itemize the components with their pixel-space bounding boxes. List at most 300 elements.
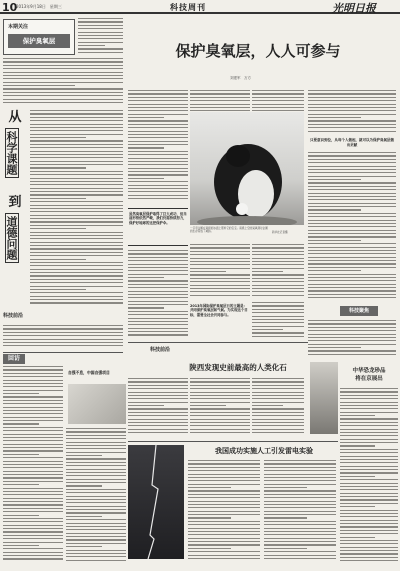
greeked-text-line — [252, 104, 304, 105]
greeked-text-line — [128, 137, 188, 138]
greeked-text-line — [190, 247, 250, 248]
greeked-text-line — [340, 469, 398, 470]
greeked-text-line — [128, 429, 188, 430]
greeked-text-line — [3, 325, 123, 326]
greeked-text-line — [3, 345, 123, 346]
focus-box-label: 本期关注 — [8, 24, 29, 30]
greeked-text-line — [128, 250, 188, 251]
greeked-text-line — [128, 114, 188, 115]
greeked-text-line — [66, 445, 126, 446]
mid-photo-title: 自强不息，中国自强项目 — [68, 370, 110, 375]
greeked-text-line — [188, 490, 260, 491]
greeked-text-line — [252, 392, 304, 393]
greeked-text-line — [3, 376, 63, 377]
greeked-text-line — [188, 521, 260, 522]
greeked-text-line — [30, 289, 86, 290]
greeked-text-line — [128, 90, 188, 91]
greeked-text-line — [264, 555, 336, 556]
greeked-text-line — [3, 434, 63, 435]
greeked-text-line — [66, 560, 126, 561]
greeked-text-line — [128, 432, 188, 433]
greeked-text-line — [66, 539, 126, 540]
greeked-text-line — [252, 295, 304, 296]
greeked-text-line — [340, 513, 398, 514]
greeked-text-line — [128, 164, 188, 165]
greeked-text-line — [252, 405, 283, 406]
greeked-text-line — [252, 412, 304, 413]
greeked-text-line — [340, 483, 398, 484]
greeked-text-line — [308, 354, 396, 355]
greeked-text-line — [252, 274, 304, 275]
greeked-text-line — [308, 169, 396, 170]
greeked-text-line — [188, 517, 231, 518]
greeked-text-line — [3, 342, 123, 343]
greeked-text-line — [188, 524, 260, 525]
greeked-text-line — [264, 507, 336, 508]
greeked-text-line — [3, 58, 123, 59]
greeked-text-line — [308, 155, 396, 156]
greeked-text-line — [3, 78, 123, 79]
side-news-photo — [310, 362, 338, 434]
greeked-text-line — [340, 530, 398, 531]
greeked-text-line — [3, 471, 63, 472]
greeked-text-line — [190, 291, 250, 292]
greeked-text-line — [128, 385, 188, 386]
greeked-text-line — [66, 492, 126, 493]
greeked-text-line — [188, 467, 260, 468]
greeked-text-line — [340, 479, 398, 480]
greeked-text-line — [66, 431, 126, 432]
greeked-text-line — [308, 327, 396, 328]
greeked-text-line — [128, 425, 188, 426]
greeked-text-line — [308, 340, 396, 341]
greeked-text-line — [340, 537, 375, 538]
greeked-text-line — [66, 496, 126, 497]
focus-box-topic: 保护臭氧层 — [8, 34, 70, 48]
greeked-text-line — [308, 247, 396, 248]
greeked-text-line — [66, 475, 126, 476]
greeked-text-line — [252, 332, 304, 333]
greeked-text-line — [3, 386, 63, 387]
greeked-text-line — [308, 230, 396, 231]
greeked-text-line — [252, 388, 304, 389]
greeked-text-line — [3, 525, 63, 526]
greeked-text-line — [340, 418, 398, 419]
greeked-text-line — [128, 294, 188, 295]
greeked-text-line — [308, 159, 396, 160]
greeked-text-line — [66, 509, 126, 510]
greeked-text-line — [78, 35, 123, 36]
greeked-text-line — [252, 398, 304, 399]
greeked-text-line — [66, 452, 126, 453]
greeked-text-line — [128, 405, 164, 406]
mid-quote-box — [190, 302, 250, 336]
greeked-text-line — [128, 324, 188, 325]
greeked-text-line — [78, 48, 123, 49]
greeked-text-line — [340, 462, 398, 463]
greeked-text-line — [308, 186, 396, 187]
greeked-text-line — [3, 373, 63, 374]
greeked-text-line — [30, 147, 123, 148]
greeked-text-line — [252, 309, 304, 310]
greeked-text-line — [66, 438, 126, 439]
greeked-text-line — [128, 181, 188, 182]
greeked-text-line — [128, 291, 188, 292]
greeked-text-line — [190, 268, 250, 269]
greeked-text-line — [3, 400, 63, 401]
greeked-text-line — [3, 494, 63, 495]
greeked-text-line — [308, 166, 396, 167]
greeked-text-line — [66, 556, 126, 557]
greeked-text-line — [30, 208, 123, 209]
divider-mid — [128, 342, 308, 343]
greeked-text-line — [128, 158, 188, 159]
greeked-text-line — [264, 528, 336, 529]
greeked-text-line — [3, 366, 63, 367]
greeked-text-line — [128, 412, 188, 413]
greeked-text-line — [66, 462, 126, 463]
greeked-text-line — [340, 422, 398, 423]
greeked-text-line — [3, 511, 63, 512]
greeked-text-line — [66, 516, 102, 517]
greeked-text-line — [340, 402, 398, 403]
greeked-text-line — [252, 285, 304, 286]
greeked-text-line — [66, 469, 126, 470]
greeked-text-line — [340, 432, 398, 433]
greeked-text-line — [66, 523, 126, 524]
greeked-text-line — [30, 113, 123, 114]
greeked-text-line — [30, 296, 123, 297]
greeked-text-line — [128, 264, 188, 265]
greeked-text-line — [190, 385, 250, 386]
greeked-text-line — [128, 331, 188, 332]
greeked-text-line — [190, 388, 250, 389]
greeked-text-line — [252, 432, 304, 433]
greeked-text-line — [128, 124, 188, 125]
greeked-text-line — [252, 254, 304, 255]
greeked-text-line — [128, 174, 188, 175]
greeked-text-line — [3, 427, 63, 428]
greeked-text-line — [340, 456, 398, 457]
greeked-text-line — [308, 330, 396, 331]
greeked-text-line — [3, 501, 63, 502]
greeked-text-line — [128, 334, 188, 335]
greeked-text-line — [128, 321, 188, 322]
main-column-2b — [190, 244, 250, 299]
greeked-text-line — [190, 405, 226, 406]
greeked-text-line — [3, 413, 63, 414]
greeked-text-line — [3, 85, 75, 86]
greeked-text-line — [128, 301, 188, 302]
lead-column-text — [78, 18, 123, 58]
greeked-text-line — [3, 508, 63, 509]
greeked-text-line — [190, 274, 250, 275]
greeked-text-line — [252, 402, 304, 403]
greeked-text-line — [3, 65, 123, 66]
greeked-text-line — [3, 393, 39, 394]
greeked-text-line — [190, 251, 250, 252]
greeked-text-line — [340, 547, 398, 548]
greeked-text-line — [340, 415, 375, 416]
greeked-text-line — [78, 38, 123, 39]
greeked-text-line — [340, 388, 398, 389]
greeked-text-line — [340, 510, 398, 511]
greeked-text-line — [264, 538, 336, 539]
greeked-text-line — [30, 181, 123, 182]
greeked-text-line — [252, 258, 304, 259]
greeked-text-line — [190, 295, 250, 296]
greeked-text-line — [66, 533, 126, 534]
greeked-text-line — [190, 412, 250, 413]
greeked-text-line — [308, 216, 396, 217]
greeked-text-line — [3, 380, 63, 381]
mid-section-tag: 科技前沿 — [150, 347, 171, 353]
greeked-text-line — [340, 486, 398, 487]
bottom-story-col2 — [264, 460, 336, 564]
greeked-text-line — [30, 221, 123, 222]
greeked-text-line — [3, 68, 123, 69]
greeked-text-line — [3, 474, 63, 475]
greeked-text-line — [252, 278, 304, 279]
greeked-text-line — [252, 100, 304, 101]
greeked-text-line — [308, 199, 396, 200]
greeked-text-line — [340, 499, 398, 500]
greeked-text-line — [340, 540, 398, 541]
greeked-text-line — [128, 392, 188, 393]
greeked-text-line — [264, 474, 336, 475]
series-from-label: 从 — [8, 110, 22, 125]
greeked-text-line — [340, 412, 398, 413]
greeked-text-line — [190, 100, 250, 101]
main-column-3b — [252, 244, 304, 299]
greeked-text-line — [308, 347, 361, 348]
greeked-text-line — [128, 154, 188, 155]
greeked-text-line — [78, 45, 105, 46]
greeked-text-line — [190, 281, 250, 282]
greeked-text-line — [128, 253, 188, 254]
greeked-text-line — [264, 494, 336, 495]
issue-date: 2013年9月18日 星期三 — [16, 4, 62, 9]
greeked-text-line — [340, 493, 398, 494]
greeked-text-line — [30, 117, 123, 118]
greeked-text-line — [3, 95, 123, 96]
greeked-text-line — [188, 507, 260, 508]
greeked-text-line — [188, 531, 260, 532]
greeked-text-line — [30, 154, 123, 155]
greeked-text-line — [3, 72, 123, 73]
greeked-text-line — [30, 275, 123, 276]
greeked-text-line — [190, 90, 250, 91]
greeked-text-line — [3, 552, 63, 553]
greeked-text-line — [30, 110, 123, 111]
greeked-text-line — [3, 447, 63, 448]
greeked-text-line — [66, 502, 126, 503]
greeked-text-line — [128, 311, 188, 312]
greeked-text-line — [188, 514, 260, 515]
greeked-text-line — [340, 408, 398, 409]
side-news-story — [340, 388, 398, 566]
greeked-text-line — [30, 201, 123, 202]
greeked-text-line — [308, 280, 396, 281]
greeked-text-line — [30, 167, 86, 168]
greeked-text-line — [188, 511, 260, 512]
greeked-text-line — [308, 253, 396, 254]
greeked-text-line — [3, 477, 63, 478]
greeked-text-line — [3, 518, 63, 519]
series-title-2: 道德问题 — [5, 213, 19, 263]
greeked-text-line — [190, 104, 250, 105]
greeked-text-line — [190, 378, 250, 379]
greeked-text-line — [340, 429, 398, 430]
greeked-text-line — [30, 178, 123, 179]
greeked-text-line — [188, 474, 260, 475]
greeked-text-line — [3, 548, 63, 549]
greeked-text-line — [308, 107, 396, 108]
greeked-text-line — [252, 93, 304, 94]
greeked-text-line — [3, 332, 123, 333]
greeked-text-line — [188, 551, 260, 552]
greeked-text-line — [30, 248, 123, 249]
greeked-text-line — [128, 328, 188, 329]
greeked-text-line — [190, 107, 250, 108]
greeked-text-line — [128, 270, 188, 271]
greeked-text-line — [128, 147, 164, 148]
series-connector: 到 — [8, 195, 22, 210]
greeked-text-line — [252, 329, 283, 330]
greeked-text-line — [3, 555, 63, 556]
greeked-text-line — [308, 263, 396, 264]
greeked-text-line — [340, 533, 398, 534]
greeked-text-line — [308, 182, 396, 183]
greeked-text-line — [128, 304, 188, 305]
greeked-text-line — [252, 251, 304, 252]
greeked-text-line — [308, 193, 396, 194]
greeked-text-line — [188, 494, 260, 495]
greeked-text-line — [188, 470, 260, 471]
greeked-text-line — [252, 429, 304, 430]
greeked-text-line — [308, 277, 396, 278]
greeked-text-line — [78, 32, 123, 33]
greeked-text-line — [128, 419, 188, 420]
greeked-text-line — [252, 244, 304, 245]
greeked-text-line — [340, 398, 398, 399]
greeked-text-line — [30, 140, 123, 141]
greeked-text-line — [3, 444, 63, 445]
greeked-text-line — [66, 448, 126, 449]
greeked-text-line — [252, 419, 304, 420]
pull-quote-text: 虽然臭氧层保护取得了巨大成功，但当前形势依然严峻，我们仍需持续努力，保护好地球的这把保护伞。 — [129, 212, 187, 225]
greeked-text-line — [308, 284, 396, 285]
greeked-text-line — [252, 97, 304, 98]
greeked-text-line — [30, 188, 123, 189]
greeked-text-line — [3, 423, 39, 424]
greeked-text-line — [308, 93, 396, 94]
greeked-text-line — [190, 419, 250, 420]
greeked-text-line — [252, 385, 304, 386]
greeked-text-line — [264, 490, 336, 491]
greeked-text-line — [3, 92, 123, 93]
greeked-text-line — [30, 174, 123, 175]
mid-quote-text: 2013年国际保护臭氧层日的主题是：共同保护臭氧层和气候。为实现这个目标，需要全社会共同参与。 — [190, 304, 248, 317]
greeked-text-line — [264, 480, 336, 481]
greeked-text-line — [340, 489, 398, 490]
greeked-text-line — [308, 213, 396, 214]
greeked-text-line — [30, 245, 123, 246]
greeked-text-line — [308, 176, 396, 177]
greeked-text-line — [190, 408, 250, 409]
greeked-text-line — [128, 395, 188, 396]
greeked-text-line — [252, 90, 304, 91]
greeked-text-line — [340, 496, 398, 497]
lightning-photo — [128, 445, 184, 559]
greeked-text-line — [66, 519, 126, 520]
greeked-text-line — [308, 203, 396, 204]
greeked-text-line — [30, 171, 123, 172]
greeked-text-line — [308, 114, 396, 115]
main-column-3c — [252, 302, 304, 342]
greeked-text-line — [190, 381, 250, 382]
greeked-text-line — [252, 271, 283, 272]
greeked-text-line — [30, 292, 123, 293]
greeked-text-line — [252, 336, 304, 337]
greeked-text-line — [308, 294, 396, 295]
greeked-text-line — [3, 491, 63, 492]
greeked-text-line — [340, 526, 398, 527]
side-news-text — [308, 320, 396, 360]
greeked-text-line — [78, 52, 123, 53]
greeked-text-line — [188, 544, 260, 545]
penguin-photo-caption: 一只帝企鹅在南极的冰面上照料它的宝宝。南极上空的臭氧洞对企鹅的生存造成了威胁。 — [190, 227, 268, 234]
greeked-text-line — [190, 288, 250, 289]
greeked-text-line — [264, 514, 336, 515]
left-tag — [3, 312, 43, 323]
greeked-text-line — [128, 195, 188, 196]
greeked-text-line — [128, 110, 188, 111]
divider-bottom — [128, 441, 338, 442]
greeked-text-line — [308, 124, 396, 125]
greeked-text-line — [30, 184, 123, 185]
greeked-text-line — [3, 102, 123, 103]
greeked-text-line — [188, 555, 260, 556]
greeked-text-line — [190, 398, 250, 399]
greeked-text-line — [30, 124, 123, 125]
greeked-text-line — [3, 538, 63, 539]
greeked-text-line — [30, 232, 123, 233]
greeked-text-line — [30, 252, 123, 253]
greeked-text-line — [308, 152, 396, 153]
greeked-text-line — [188, 497, 260, 498]
greeked-text-line — [3, 481, 63, 482]
greeked-text-line — [128, 151, 188, 152]
series-article-text — [30, 110, 123, 310]
greeked-text-line — [190, 402, 250, 403]
greeked-text-line — [252, 302, 304, 303]
greeked-text-line — [66, 546, 102, 547]
greeked-text-line — [308, 97, 396, 98]
greeked-text-line — [308, 267, 396, 268]
greeked-text-line — [308, 344, 396, 345]
greeked-text-line — [30, 282, 123, 283]
greeked-text-line — [252, 247, 304, 248]
greeked-text-line — [128, 171, 188, 172]
newspaper-masthead: 光明日报 — [332, 2, 376, 15]
greeked-text-line — [128, 257, 188, 258]
greeked-text-line — [78, 25, 123, 26]
greeked-text-line — [128, 104, 188, 105]
greeked-text-line — [3, 464, 63, 465]
greeked-text-line — [30, 198, 86, 199]
greeked-text-line — [188, 463, 260, 464]
